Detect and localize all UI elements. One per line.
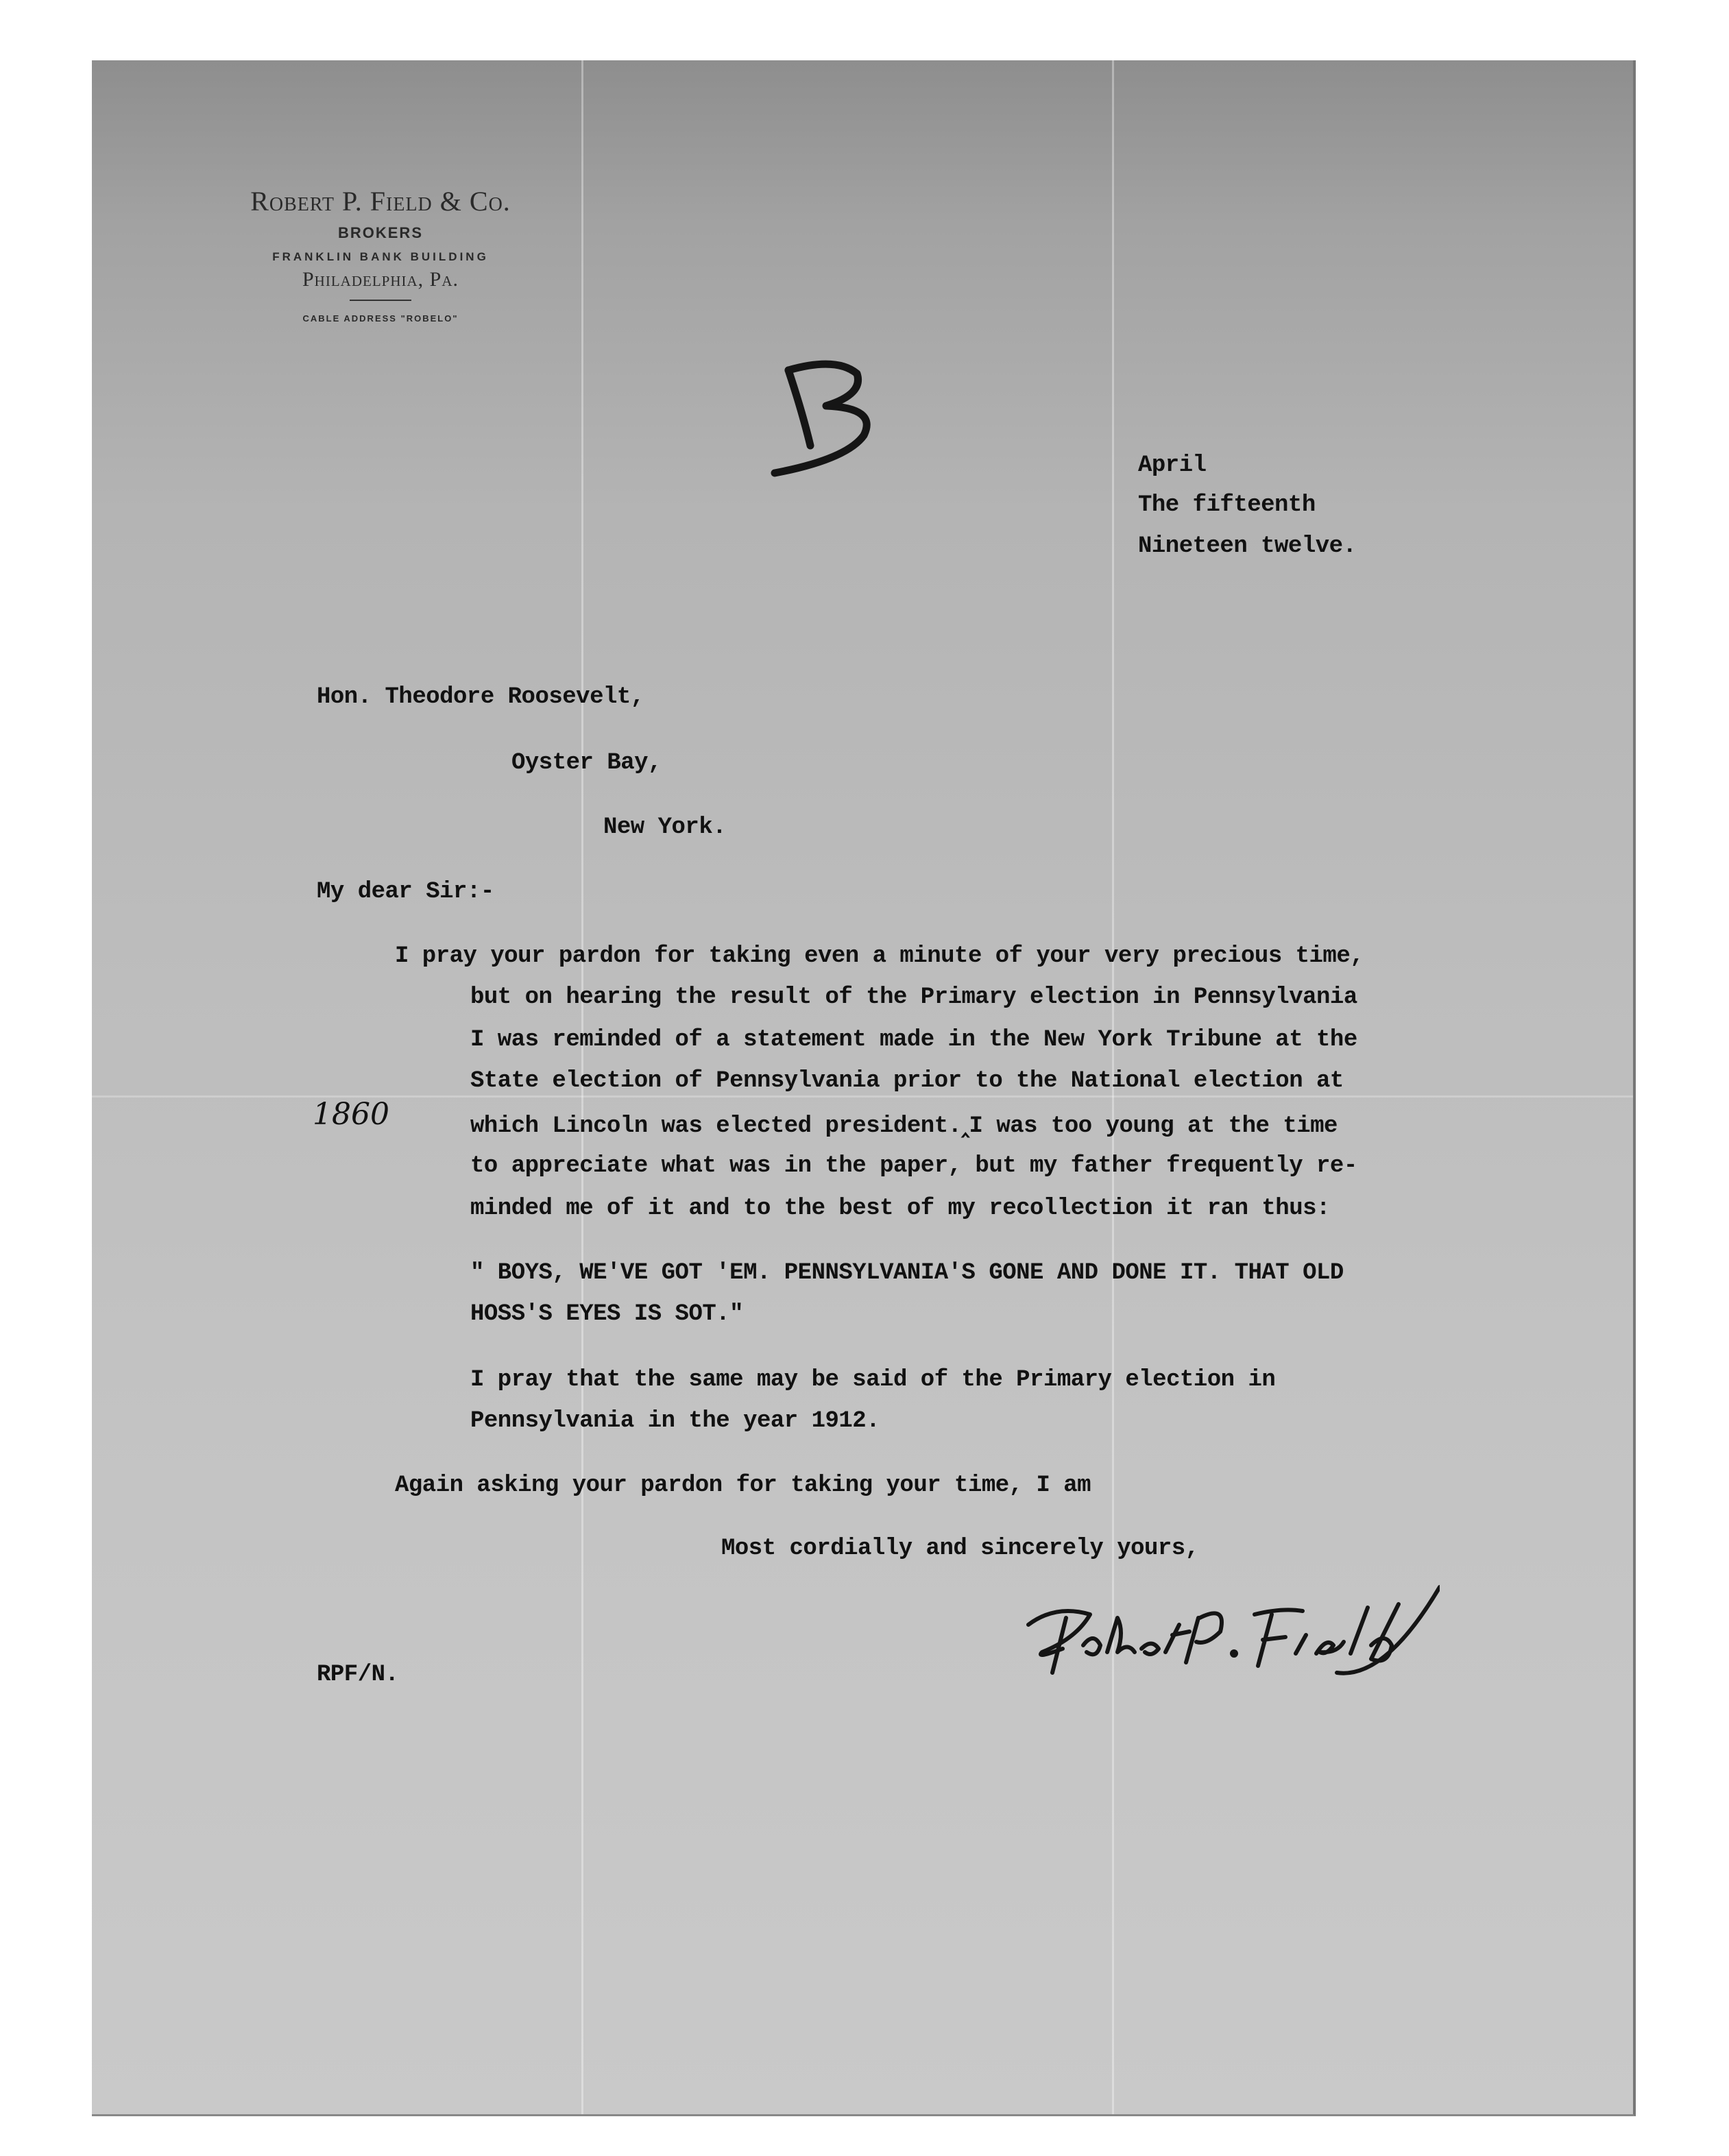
salutation: My dear Sir:- (317, 879, 494, 905)
handwritten-letter-mark (761, 343, 898, 487)
body-line: I pray your pardon for taking even a minute of your very precious time, (395, 943, 1364, 969)
address-town: Oyster Bay, (511, 750, 662, 776)
date-month: April (1138, 452, 1207, 479)
quote-line: " BOYS, WE'VE GOT 'EM. PENNSYLVANIA'S GONE AND DONE IT. THAT OLD (470, 1260, 1344, 1286)
letterhead-role: BROKERS (337, 224, 423, 241)
body-line: which Lincoln was elected president.‸I was too young at the time (470, 1113, 1338, 1139)
date-year: Nineteen twelve. (1138, 533, 1357, 559)
letterhead-cable: CABLE ADDRESS "ROBELO" (302, 313, 459, 324)
body-line: but on hearing the result of the Primary election in Pennsylvania (470, 984, 1357, 1010)
typist-initials: RPF/N. (317, 1662, 399, 1688)
body-line: minded me of it and to the best of my recollection it ran thus: (470, 1196, 1330, 1222)
body-line: I was reminded of a statement made in the New York Tribune at the (470, 1027, 1357, 1053)
address-recipient: Hon. Theodore Roosevelt, (317, 684, 644, 710)
signature (1015, 1577, 1440, 1700)
letterhead-building: FRANKLIN BANK BUILDING (272, 250, 489, 263)
letterhead-firm: Robert P. Field & Co. (250, 186, 511, 217)
letterhead-city: Philadelphia, Pa. (302, 268, 459, 291)
letterhead-divider (350, 300, 411, 301)
closing: Most cordially and sincerely yours, (721, 1536, 1199, 1562)
address-state: New York. (603, 814, 727, 840)
quote-line: HOSS'S EYES IS SOT." (470, 1301, 744, 1327)
margin-year-annotation: 1860 (313, 1097, 389, 1132)
date-day: The fifteenth (1138, 492, 1316, 518)
body-line: Pennsylvania in the year 1912. (470, 1408, 880, 1434)
letterhead (185, 185, 576, 324)
body-line: I pray that the same may be said of the Primary election in (470, 1367, 1276, 1393)
body-line: to appreciate what was in the paper, but my father frequently re- (470, 1153, 1357, 1179)
body-line: State election of Pennsylvania prior to the National election at (470, 1068, 1344, 1094)
body-line: Again asking your pardon for taking your time, I am (395, 1473, 1091, 1499)
